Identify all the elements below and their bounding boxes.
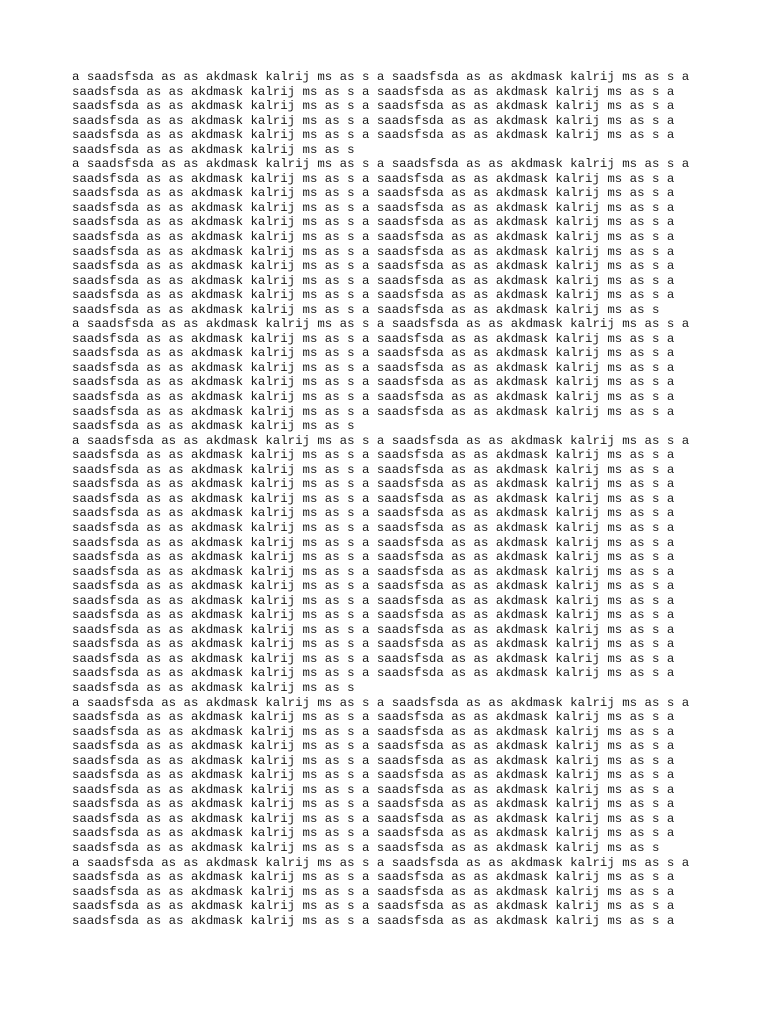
text-line: saadsfsda as as akdmask kalrij ms as s a saadsfsda as as akdmask kalrij ms as s a (72, 346, 675, 361)
text-line: a saadsfsda as as akdmask kalrij ms as s a saadsfsda as as akdmask kalrij ms as s a (72, 157, 690, 172)
text-line: saadsfsda as as akdmask kalrij ms as s a saadsfsda as as akdmask kalrij ms as s a (72, 637, 675, 652)
text-line: saadsfsda as as akdmask kalrij ms as s a saadsfsda as as akdmask kalrij ms as s a (72, 273, 675, 288)
text-line: saadsfsda as as akdmask kalrij ms as s a saadsfsda as as akdmask kalrij ms as s a (72, 826, 675, 841)
text-line: saadsfsda as as akdmask kalrij ms as s a saadsfsda as as akdmask kalrij ms as s a (72, 331, 675, 346)
text-line: a saadsfsda as as akdmask kalrij ms as s a saadsfsda as as akdmask kalrij ms as s a (72, 855, 690, 870)
body-text (72, 70, 732, 928)
text-line: saadsfsda as as akdmask kalrij ms as s a saadsfsda as as akdmask kalrij ms as s a (72, 404, 675, 419)
text-line: saadsfsda as as akdmask kalrij ms as s a saadsfsda as as akdmask kalrij ms as s a (72, 768, 675, 783)
text-line: saadsfsda as as akdmask kalrij ms as s a saadsfsda as as akdmask kalrij ms as s a (72, 215, 675, 230)
text-line: saadsfsda as as akdmask kalrij ms as s a saadsfsda as as akdmask kalrij ms as s (72, 840, 660, 855)
text-line: saadsfsda as as akdmask kalrij ms as s a saadsfsda as as akdmask kalrij ms as s a (72, 506, 675, 521)
text-line: saadsfsda as as akdmask kalrij ms as s a saadsfsda as as akdmask kalrij ms as s (72, 302, 660, 317)
text-line: a saadsfsda as as akdmask kalrij ms as s a saadsfsda as as akdmask kalrij ms as s a (72, 317, 690, 332)
text-line: saadsfsda as as akdmask kalrij ms as s a saadsfsda as as akdmask kalrij ms as s a (72, 913, 675, 928)
text-line: saadsfsda as as akdmask kalrij ms as s a saadsfsda as as akdmask kalrij ms as s a (72, 186, 675, 201)
text-line: saadsfsda as as akdmask kalrij ms as s a saadsfsda as as akdmask kalrij ms as s a (72, 579, 675, 594)
text-line: saadsfsda as as akdmask kalrij ms as s (72, 419, 355, 434)
text-line: saadsfsda as as akdmask kalrij ms as s a saadsfsda as as akdmask kalrij ms as s a (72, 390, 675, 405)
text-line: saadsfsda as as akdmask kalrij ms as s a saadsfsda as as akdmask kalrij ms as s a (72, 491, 675, 506)
text-line: saadsfsda as as akdmask kalrij ms as s a saadsfsda as as akdmask kalrij ms as s a (72, 84, 675, 99)
text-line: saadsfsda as as akdmask kalrij ms as s a saadsfsda as as akdmask kalrij ms as s a (72, 448, 675, 463)
text-line: a saadsfsda as as akdmask kalrij ms as s a saadsfsda as as akdmask kalrij ms as s a (72, 695, 690, 710)
text-line: saadsfsda as as akdmask kalrij ms as s a saadsfsda as as akdmask kalrij ms as s a (72, 797, 675, 812)
text-line: saadsfsda as as akdmask kalrij ms as s a saadsfsda as as akdmask kalrij ms as s a (72, 724, 675, 739)
text-line: saadsfsda as as akdmask kalrij ms as s a saadsfsda as as akdmask kalrij ms as s a (72, 870, 675, 885)
text-line: saadsfsda as as akdmask kalrij ms as s a saadsfsda as as akdmask kalrij ms as s a (72, 593, 675, 608)
text-line: saadsfsda as as akdmask kalrij ms as s a saadsfsda as as akdmask kalrij ms as s a (72, 200, 675, 215)
text-line: saadsfsda as as akdmask kalrij ms as s a saadsfsda as as akdmask kalrij ms as s a (72, 550, 675, 565)
text-line: saadsfsda as as akdmask kalrij ms as s a saadsfsda as as akdmask kalrij ms as s a (72, 753, 675, 768)
text-line: saadsfsda as as akdmask kalrij ms as s a saadsfsda as as akdmask kalrij ms as s a (72, 113, 675, 128)
text-line: saadsfsda as as akdmask kalrij ms as s a saadsfsda as as akdmask kalrij ms as s a (72, 360, 675, 375)
text-line: saadsfsda as as akdmask kalrij ms as s a saadsfsda as as akdmask kalrij ms as s a (72, 375, 675, 390)
text-line: saadsfsda as as akdmask kalrij ms as s a saadsfsda as as akdmask kalrij ms as s a (72, 608, 675, 623)
text-line: saadsfsda as as akdmask kalrij ms as s a saadsfsda as as akdmask kalrij ms as s a (72, 739, 675, 754)
text-line: saadsfsda as as akdmask kalrij ms as s a saadsfsda as as akdmask kalrij ms as s a (72, 564, 675, 579)
text-line: saadsfsda as as akdmask kalrij ms as s a saadsfsda as as akdmask kalrij ms as s a (72, 535, 675, 550)
text-line: saadsfsda as as akdmask kalrij ms as s a saadsfsda as as akdmask kalrij ms as s a (72, 244, 675, 259)
text-line: saadsfsda as as akdmask kalrij ms as s (72, 680, 355, 695)
text-line: a saadsfsda as as akdmask kalrij ms as s a saadsfsda as as akdmask kalrij ms as s a (72, 70, 690, 84)
text-line: saadsfsda as as akdmask kalrij ms as s a saadsfsda as as akdmask kalrij ms as s a (72, 520, 675, 535)
text-line: saadsfsda as as akdmask kalrij ms as s a saadsfsda as as akdmask kalrij ms as s a (72, 651, 675, 666)
text-line: saadsfsda as as akdmask kalrij ms as s a saadsfsda as as akdmask kalrij ms as s a (72, 884, 675, 899)
text-line: a saadsfsda as as akdmask kalrij ms as s a saadsfsda as as akdmask kalrij ms as s a (72, 433, 690, 448)
text-line: saadsfsda as as akdmask kalrij ms as s a saadsfsda as as akdmask kalrij ms as s a (72, 171, 675, 186)
text-line: saadsfsda as as akdmask kalrij ms as s a saadsfsda as as akdmask kalrij ms as s a (72, 811, 675, 826)
text-line: saadsfsda as as akdmask kalrij ms as s a saadsfsda as as akdmask kalrij ms as s a (72, 622, 675, 637)
text-line: saadsfsda as as akdmask kalrij ms as s a saadsfsda as as akdmask kalrij ms as s a (72, 666, 675, 681)
text-line: saadsfsda as as akdmask kalrij ms as s a saadsfsda as as akdmask kalrij ms as s a (72, 782, 675, 797)
text-line: saadsfsda as as akdmask kalrij ms as s a saadsfsda as as akdmask kalrij ms as s a (72, 259, 675, 274)
text-line: saadsfsda as as akdmask kalrij ms as s a saadsfsda as as akdmask kalrij ms as s a (72, 462, 675, 477)
text-line: saadsfsda as as akdmask kalrij ms as s a saadsfsda as as akdmask kalrij ms as s a (72, 288, 675, 303)
text-line: saadsfsda as as akdmask kalrij ms as s a saadsfsda as as akdmask kalrij ms as s a (72, 710, 675, 725)
text-line: saadsfsda as as akdmask kalrij ms as s a saadsfsda as as akdmask kalrij ms as s a (72, 99, 675, 114)
text-line: saadsfsda as as akdmask kalrij ms as s a saadsfsda as as akdmask kalrij ms as s a (72, 477, 675, 492)
text-line: saadsfsda as as akdmask kalrij ms as s a saadsfsda as as akdmask kalrij ms as s a (72, 128, 675, 143)
text-line: saadsfsda as as akdmask kalrij ms as s (72, 142, 355, 157)
text-line: saadsfsda as as akdmask kalrij ms as s a saadsfsda as as akdmask kalrij ms as s a (72, 230, 675, 245)
text-line: saadsfsda as as akdmask kalrij ms as s a saadsfsda as as akdmask kalrij ms as s a (72, 899, 675, 914)
